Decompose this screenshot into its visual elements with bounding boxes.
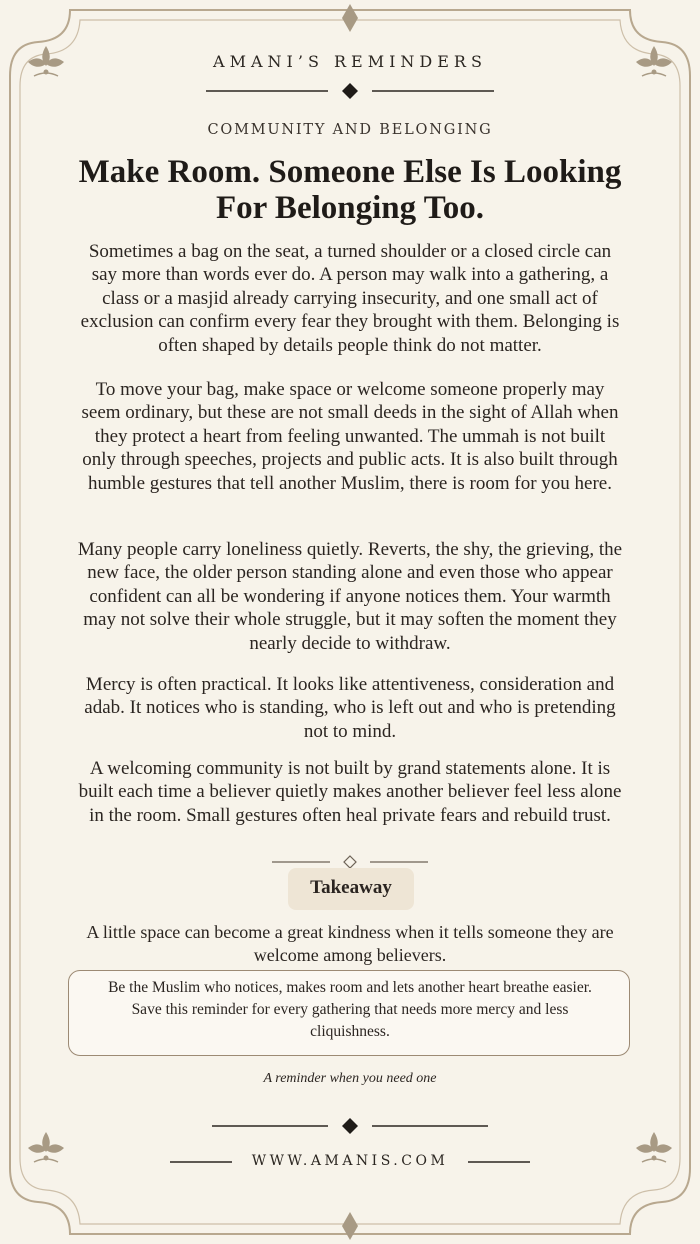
paragraph-1: Sometimes a bag on the seat, a turned shoulder or a closed circle can say more than words ever do. A person may walk into a gathering, a class or a masjid already carrying insecurity, and one small act of exclusion can confirm every fear they brought with them. Belonging is often shaped by details people think do not matter. bbox=[80, 241, 620, 356]
frame-top-diamond-icon bbox=[342, 4, 358, 32]
paragraph-3: Many people carry loneliness quietly. Reverts, the shy, the grieving, the new face, the older person standing alone and even those who appear confident can all be wondering if anyone notices them. Your warmth may not solve their whole struggle, but it may soften the moment they nearly decide to withdraw. bbox=[77, 539, 623, 654]
takeaway-badge: Takeaway bbox=[288, 868, 414, 910]
frame-bottom-diamond-icon bbox=[342, 1212, 358, 1240]
footer-tagline: A reminder when you need one bbox=[263, 1071, 437, 1086]
paragraph-4: Mercy is often practical. It looks like attentiveness, consideration and adab. It notices who is standing, who is left out and who is pretending not to mind. bbox=[84, 674, 616, 742]
footer-divider bbox=[212, 1118, 488, 1134]
website-link[interactable]: WWW.AMANIS.COM bbox=[251, 1153, 449, 1169]
cta-text: Be the Muslim who notices, makes room and lets another heart breathe easier. Save this reminder for every gathering that needs more mercy and less cliquishness. bbox=[108, 979, 592, 1040]
header-divider bbox=[206, 83, 494, 99]
page-title: Make Room. Someone Else Is Looking For Belonging Too. bbox=[78, 154, 622, 226]
paragraph-2: To move your bag, make space or welcome someone properly may seem ordinary, but these are not small deeds in the sight of Allah when they protect a heart from feeling unwanted. The ummah is not built only through speeches, projects and public acts. It is also built through humble gestures that tell another Muslim, there is room for you here. bbox=[81, 379, 619, 494]
brand-title: AMANI’S REMINDERS bbox=[213, 52, 487, 71]
takeaway-divider bbox=[272, 856, 428, 868]
paragraph-5: A welcoming community is not built by grand statements alone. It is built each time a believer quietly makes another believer feel less alone in the room. Small gestures often heal private fears and rebuild trust. bbox=[78, 758, 622, 826]
category-label: COMMUNITY AND BELONGING bbox=[207, 122, 493, 138]
takeaway-text: A little space can become a great kindness when it tells someone they are welcome among believers. bbox=[86, 922, 614, 965]
